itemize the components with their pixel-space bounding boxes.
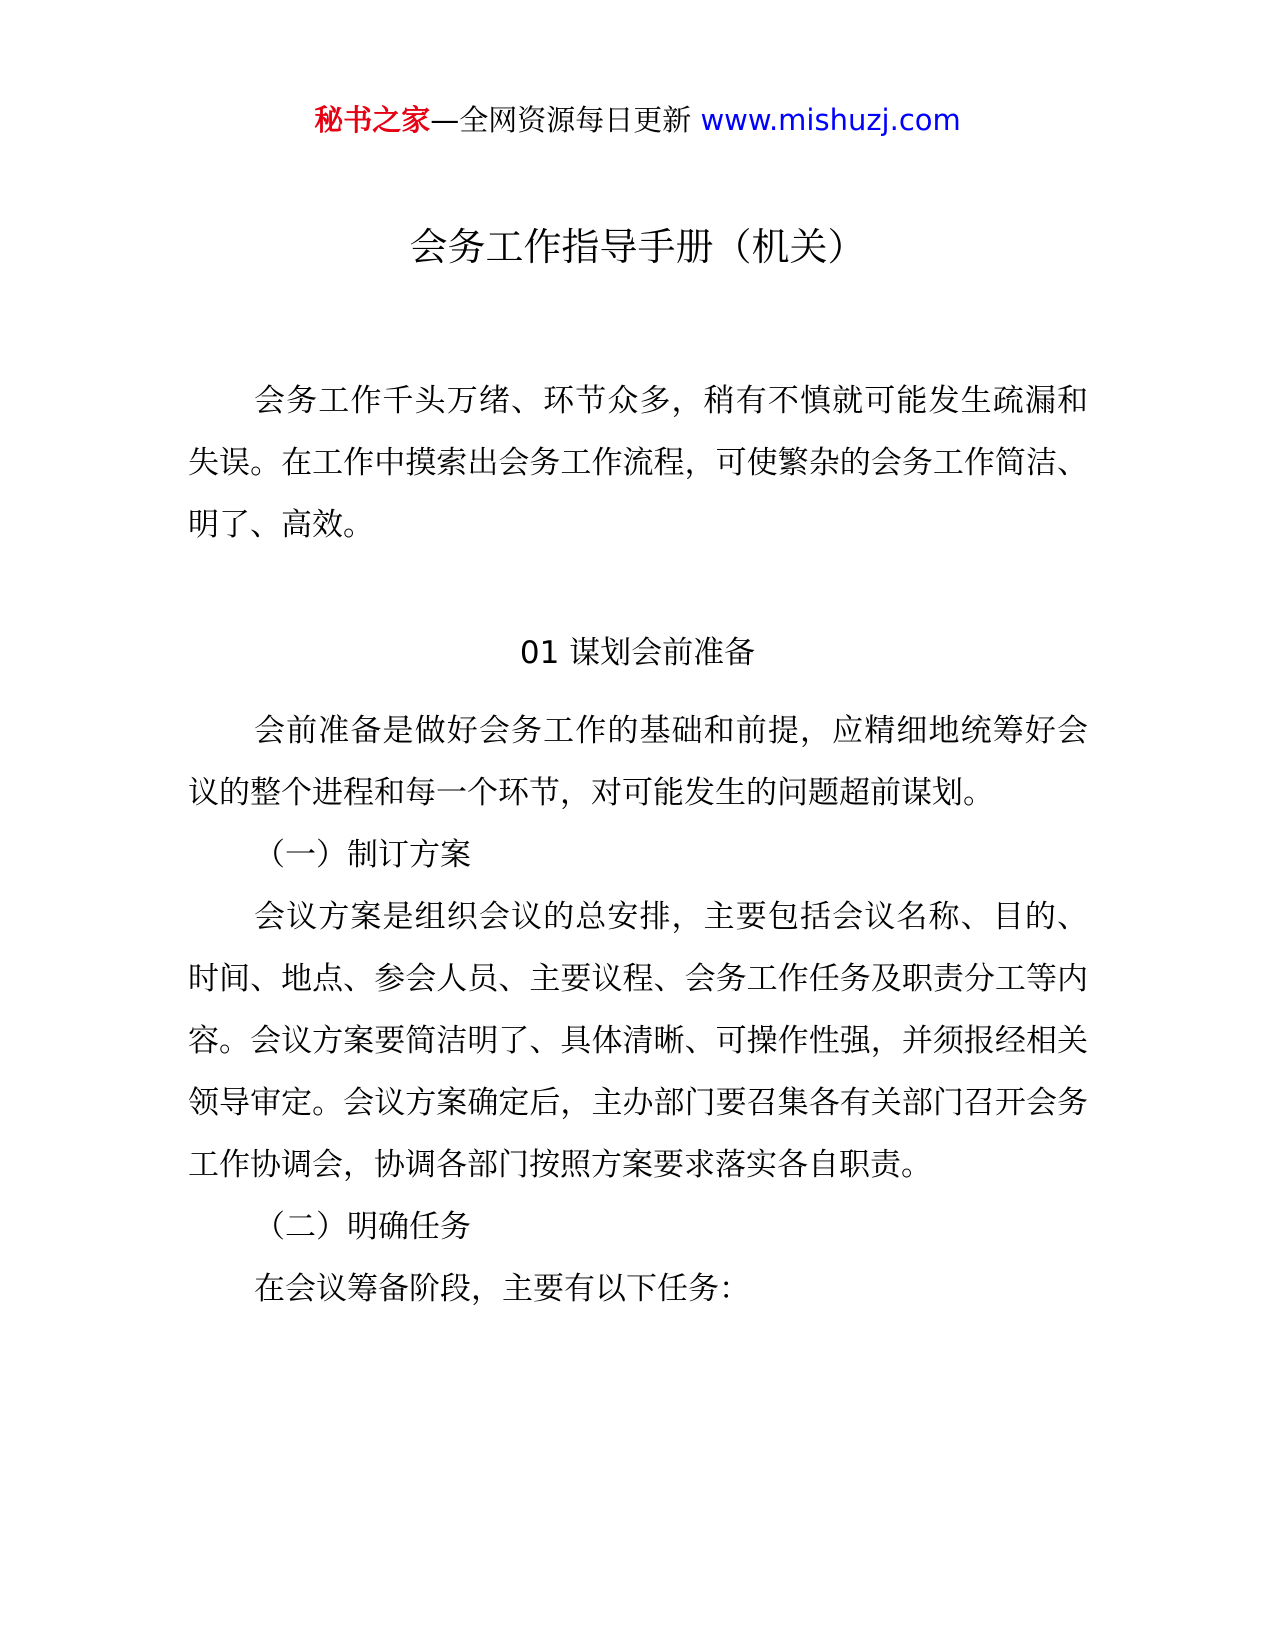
subsection-paragraph-2: 在会议筹备阶段，主要有以下任务： [254, 1271, 750, 1307]
intro-paragraph: 会务工作千头万绪、环节众多，稍有不慎就可能发生疏漏和失误。在工作中摸索出会务工作流程，可使繁杂的会务工作简洁、明了、高效。 [188, 383, 1088, 543]
section-intro-paragraph: 会前准备是做好会务工作的基础和前提，应精细地统筹好会议的整个进程和每一个环节，对可能发生的问题超前谋划。 [188, 713, 1088, 811]
brand-name: 秘书之家 [314, 103, 431, 137]
site-url-link[interactable]: www.mishuzj.com [700, 103, 961, 137]
intro-paragraph-block [188, 370, 1088, 556]
subsection-paragraph-1: 会议方案是组织会议的总安排，主要包括会议名称、目的、时间、地点、参会人员、主要议程、会务工作任务及职责分工等内容。会议方案要简洁明了、具体清晰、可操作性强，并须报经相关领导审定。会议方案确定后，主办部门要召集各有关部门召开会务工作协调会，协调各部门按照方案要求落实各自职责。 [188, 899, 1088, 1183]
document-title: 会务工作指导手册（机关） [409, 225, 866, 269]
subsection-heading-1: （一）制订方案 [254, 837, 471, 873]
section-body [188, 700, 1088, 1320]
site-header [0, 100, 1275, 140]
header-tagline: —全网资源每日更新 [430, 103, 692, 137]
section-heading: 01 谋划会前准备 [519, 635, 756, 671]
subsection-heading-2: （二）明确任务 [254, 1209, 471, 1245]
